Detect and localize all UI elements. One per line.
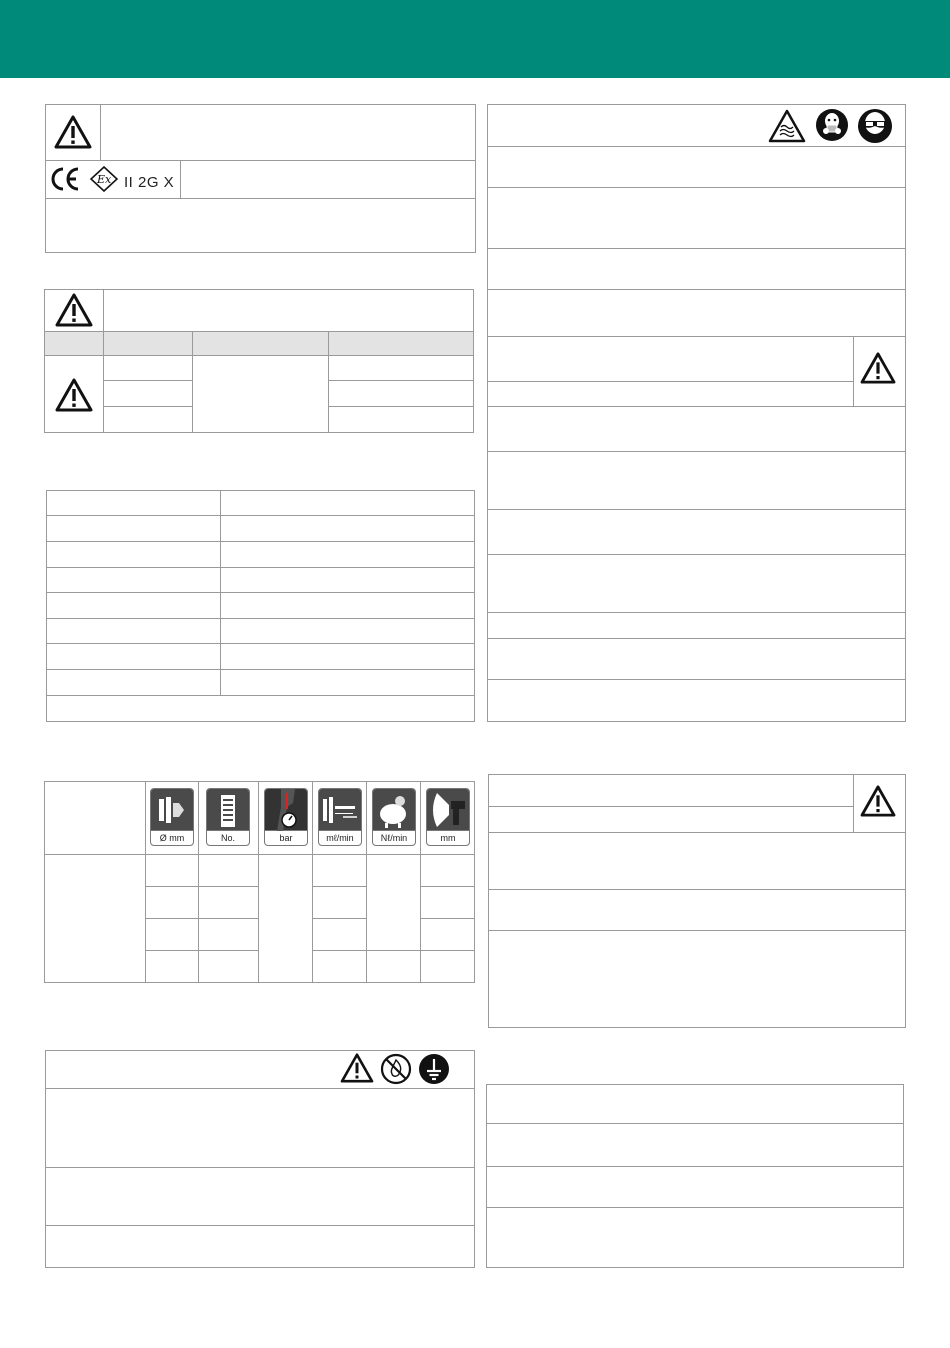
nozzle-diameter-icon: Ø mm: [150, 788, 194, 846]
warning-triangle-icon: [860, 352, 896, 384]
atex-category-text: II 2G X: [124, 174, 175, 191]
grounding-icon: [418, 1053, 450, 1090]
vapour-hazard-icon: [768, 109, 806, 148]
safety-goggles-icon: [857, 108, 893, 149]
warning-triangle-icon: [55, 293, 93, 327]
ce-mark: [51, 166, 81, 197]
ex-mark: [90, 166, 118, 197]
notes-box: [486, 1084, 904, 1268]
air-consumption-icon: Nℓ/min: [372, 788, 416, 846]
pressure-gauge-icon: bar: [264, 788, 308, 846]
warning-triangle-icon: [340, 1053, 374, 1083]
warning-triangle-icon: [860, 785, 896, 817]
warning-triangle-icon: [54, 115, 92, 149]
svg-text:Ex: Ex: [97, 173, 112, 186]
caution-box: [488, 774, 906, 1028]
spray-pattern-icon: mm: [426, 788, 470, 846]
data-table: [46, 490, 475, 722]
header-band: [0, 0, 950, 78]
warning-table: [44, 289, 474, 433]
no-open-flame-icon: [380, 1053, 412, 1090]
respirator-mask-icon: [815, 108, 849, 147]
ppe-safety-box: [487, 104, 906, 722]
fluid-flow-icon: mℓ/min: [318, 788, 362, 846]
warning-triangle-icon: [55, 378, 93, 412]
nozzle-number-icon: No.: [206, 788, 250, 846]
